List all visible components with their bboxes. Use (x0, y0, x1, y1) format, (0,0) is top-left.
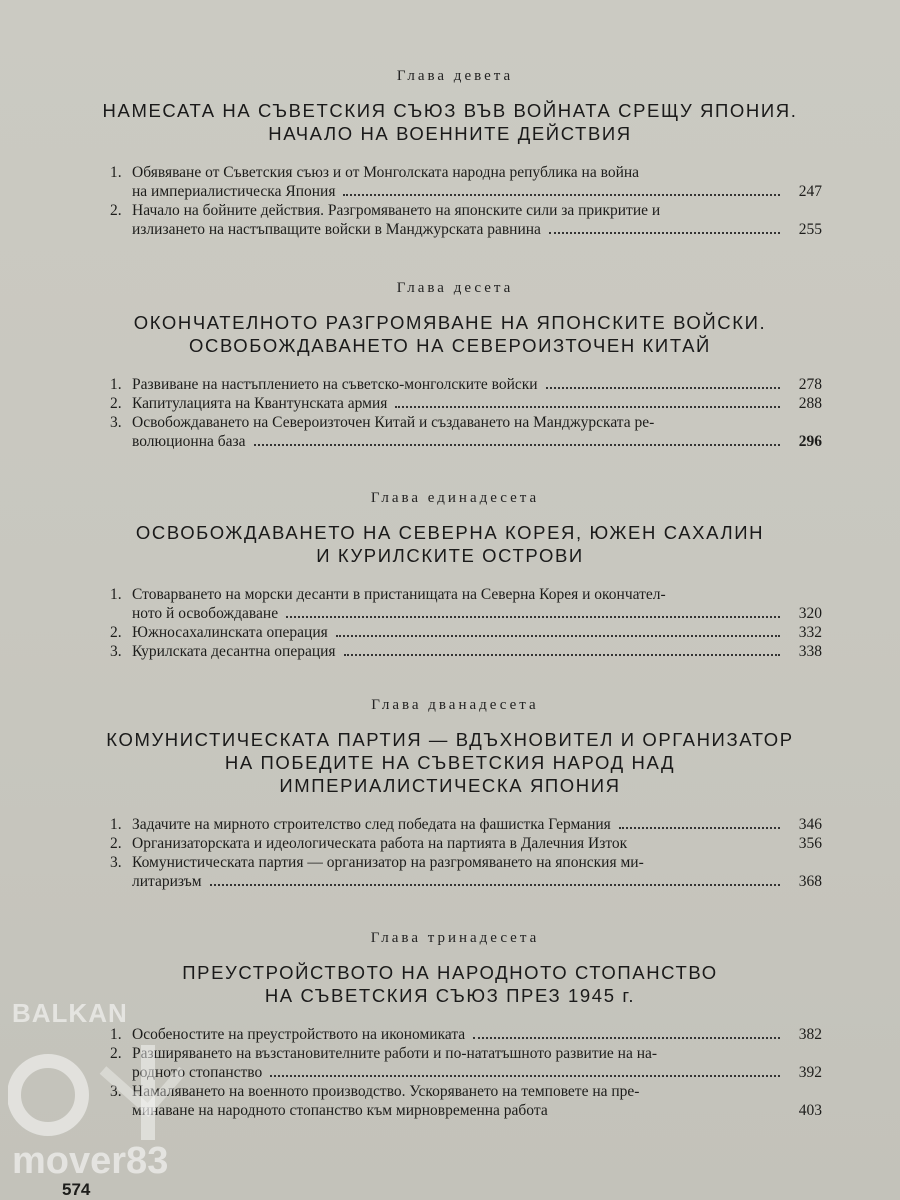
page-ref: 346 (798, 816, 822, 833)
toc-entry: 1. Задачите на мирното строителство след победата на фашистка Германия 346 (110, 816, 822, 833)
toc-entry: 1. Обявяване от Съветския съюз и от Монголската народна република на война на империалистическа Япония 247 (110, 164, 822, 200)
toc-entry: 1. Стоварването на морски десанти в пристанищата на Северна Корея и окончател- ното й освобождаване 320 (110, 586, 822, 622)
dot-leader (210, 884, 780, 886)
chapter-11 (0, 490, 900, 661)
chapter-label: Глава десета (396, 280, 514, 296)
toc-entries (110, 163, 822, 239)
chapter-9 (0, 68, 900, 239)
chapter-title: ОКОНЧАТЕЛНОТО РАЗГРОМЯВАНЕ НА ЯПОНСКИТЕ ВОЙСКИ. ОСВОБОЖДАВАНЕТО НА СЕВЕРОИЗТОЧЕН КИТАЙ (133, 312, 767, 356)
dot-leader (343, 194, 780, 196)
toc-entry: 2. Южносахалинската операция 332 (110, 624, 822, 641)
chapter-label: Глава дванадесета (371, 697, 539, 713)
toc-entry: 3. Курилската десантна операция 338 (110, 643, 822, 660)
dot-leader (336, 635, 780, 637)
page-ref: 392 (798, 1064, 822, 1081)
watermark-bottom: mover83 (12, 1140, 169, 1182)
dot-leader (473, 1037, 780, 1039)
dot-leader (619, 827, 780, 829)
chapter-label: Глава единадесета (370, 490, 540, 506)
chapter-title: НАМЕСАТА НА СЪВЕТСКИЯ СЪЮЗ ВЪВ ВОЙНАТА СРЕЩУ ЯПОНИЯ. НАЧАЛО НА ВОЕННИТЕ ДЕЙСТВИЯ (102, 100, 798, 144)
chapter-title: КОМУНИСТИЧЕСКАТА ПАРТИЯ — ВДЪХНОВИТЕЛ И ОРГАНИЗАТОР НА ПОБЕДИТЕ НА СЪВЕТСКИЯ НАРОД НАД ИМПЕРИАЛИСТИЧЕСКА ЯПОНИЯ (106, 729, 794, 796)
chapter-title: ПРЕУСТРОЙСТВОТО НА НАРОДНОТО СТОПАНСТВО НА СЪВЕТСКИЯ СЪЮЗ ПРЕЗ 1945 г. (182, 962, 718, 1006)
toc-entries (110, 585, 822, 661)
toc-entries (110, 375, 822, 451)
toc-entry: 2. Разширяването на възстановителните работи и по-нататъшното развитие на на- родното стопанство 392 (110, 1045, 822, 1081)
chapter-label: Глава тринадесета (370, 930, 540, 946)
toc-entry: 3. Намаляването на военното производство. Ускоряването на темповете на пре- минаване на народното стопанство към мирновременна работа 403 (110, 1083, 822, 1119)
toc-entry: 1. Развиване на настъплението на съветско-монголските войски 278 (110, 376, 822, 393)
toc-entries (110, 815, 822, 891)
page-ref: 247 (798, 183, 822, 200)
chapter-label: Глава девета (396, 68, 514, 84)
dot-leader (395, 406, 780, 408)
toc-entry: 1. Особеностите на преустройството на икономиката 382 (110, 1026, 822, 1043)
page-ref: 356 (798, 835, 822, 852)
dot-leader (286, 616, 780, 618)
dot-leader (549, 232, 780, 234)
page-ref: 382 (798, 1026, 822, 1043)
dot-leader (270, 1075, 780, 1077)
page-ref: 332 (798, 624, 822, 641)
dot-leader (546, 387, 780, 389)
toc-entry: 2. Начало на бойните действия. Разгромяването на японските сили за прикритие и излизането на настъпващите войски в Манджурската равнина 255 (110, 202, 822, 238)
toc-entries (110, 1025, 822, 1120)
chapter-10 (0, 280, 900, 451)
page-ref: 288 (798, 395, 822, 412)
toc-entry: 2. Организаторската и идеологическата работа на партията в Далечния Изток 356 (110, 835, 822, 852)
page-ref: 338 (798, 643, 822, 660)
toc-entry: 3. Комунистическата партия — организатор на разгромяването на японския ми- литаризъм 368 (110, 854, 822, 890)
dot-leader (254, 444, 780, 446)
dot-leader (344, 654, 780, 656)
page-ref: 320 (798, 605, 822, 622)
page-number: 574 (62, 1180, 91, 1199)
page-ref: 255 (798, 221, 822, 238)
watermark-top: BALKAN (12, 998, 128, 1028)
page-ref: 368 (798, 873, 822, 890)
chapter-12 (0, 697, 900, 891)
watermark-logo-icon (8, 1030, 183, 1150)
page-ref: 278 (798, 376, 822, 393)
page-ref: 296 (798, 433, 822, 450)
toc-entry: 3. Освобождаването на Североизточен Китай и създаването на Манджурската ре- волюционна база 296 (110, 414, 822, 450)
toc-entry: 2. Капитулацията на Квантунската армия 288 (110, 395, 822, 412)
chapter-title: ОСВОБОЖДАВАНЕТО НА СЕВЕРНА КОРЕЯ, ЮЖЕН САХАЛИН И КУРИЛСКИТЕ ОСТРОВИ (135, 522, 765, 566)
page-ref: 403 (798, 1102, 822, 1119)
